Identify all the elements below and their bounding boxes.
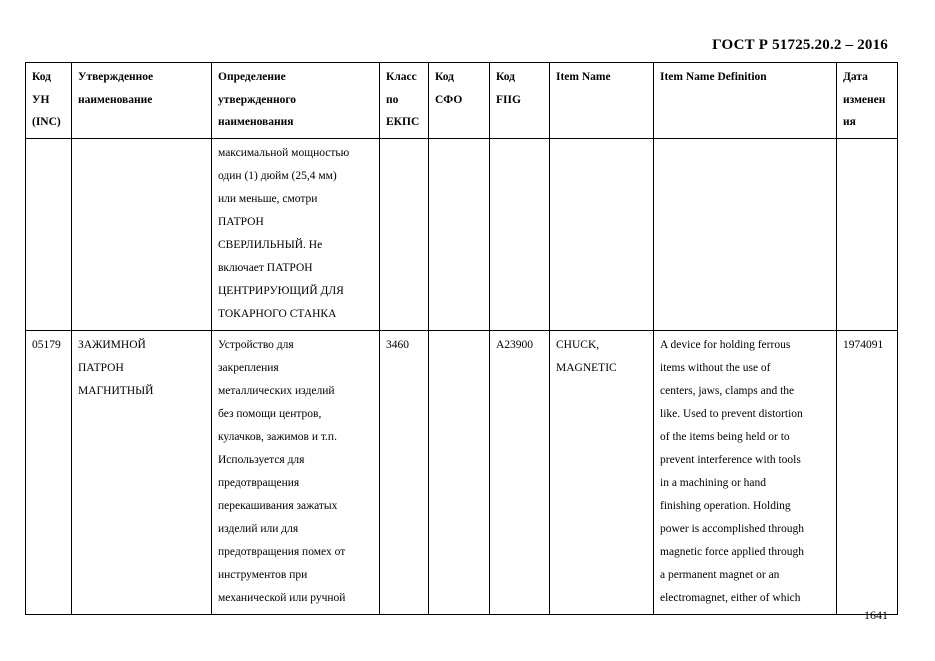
document-standard-title: ГОСТ Р 51725.20.2 – 2016 xyxy=(712,37,888,53)
table-header-row xyxy=(26,63,898,139)
cell-item-name-definition xyxy=(654,138,837,330)
cell-item-name: CHUCK, MAGNETIC xyxy=(550,330,654,614)
item-names-table xyxy=(25,62,898,615)
cell-item-name-definition: A device for holding ferrous items without the use of centers, jaws, clamps and the like. Used to prevent distortion of the items being held or to prevent interference with tools in a machining or hand finishing operation. Holding power is accomplished through magnetic force applied through a permanent magnet or an electromagnet, either of which xyxy=(654,330,837,614)
cell-approved-name: ЗАЖИМНОЙ ПАТРОН МАГНИТНЫЙ xyxy=(72,330,212,614)
cell-item-name xyxy=(550,138,654,330)
header-item-name-definition: Item Name Definition xyxy=(654,63,837,139)
cell-definition: Устройство для закрепления металлических изделий без помощи центров, кулачков, зажимов и т.п. Используется для предотвращения перекашивания зажатых изделий или для предотвращения помех от инструментов при механической или ручной xyxy=(212,330,380,614)
cell-sfo-code xyxy=(429,330,490,614)
header-definition: Определение утвержденного наименования xyxy=(212,63,380,139)
cell-sfo-code xyxy=(429,138,490,330)
header-inc-code: Код УН (INC) xyxy=(26,63,72,139)
cell-fiig-code xyxy=(490,138,550,330)
cell-fiig-code: A23900 xyxy=(490,330,550,614)
cell-inc-code xyxy=(26,138,72,330)
cell-change-date xyxy=(837,138,898,330)
header-change-date: Дата изменен ия xyxy=(837,63,898,139)
header-ekps-class: Класс по ЕКПС xyxy=(380,63,429,139)
cell-definition: максимальной мощностью один (1) дюйм (25,4 мм) или меньше, смотри ПАТРОН СВЕРЛИЛЬНЫЙ. Не включает ПАТРОН ЦЕНТРИРУЮЩИЙ ДЛЯ ТОКАРНОГО СТАНКА xyxy=(212,138,380,330)
table-row xyxy=(26,138,898,330)
header-sfo-code: Код СФО xyxy=(429,63,490,139)
cell-ekps-class: 3460 xyxy=(380,330,429,614)
header-fiig-code: Код FIIG xyxy=(490,63,550,139)
cell-inc-code: 05179 xyxy=(26,330,72,614)
cell-ekps-class xyxy=(380,138,429,330)
table-row xyxy=(26,330,898,614)
cell-approved-name xyxy=(72,138,212,330)
header-item-name: Item Name xyxy=(550,63,654,139)
cell-change-date: 1974091 xyxy=(837,330,898,614)
header-approved-name: Утвержденное наименование xyxy=(72,63,212,139)
page-number: 1641 xyxy=(864,608,888,622)
